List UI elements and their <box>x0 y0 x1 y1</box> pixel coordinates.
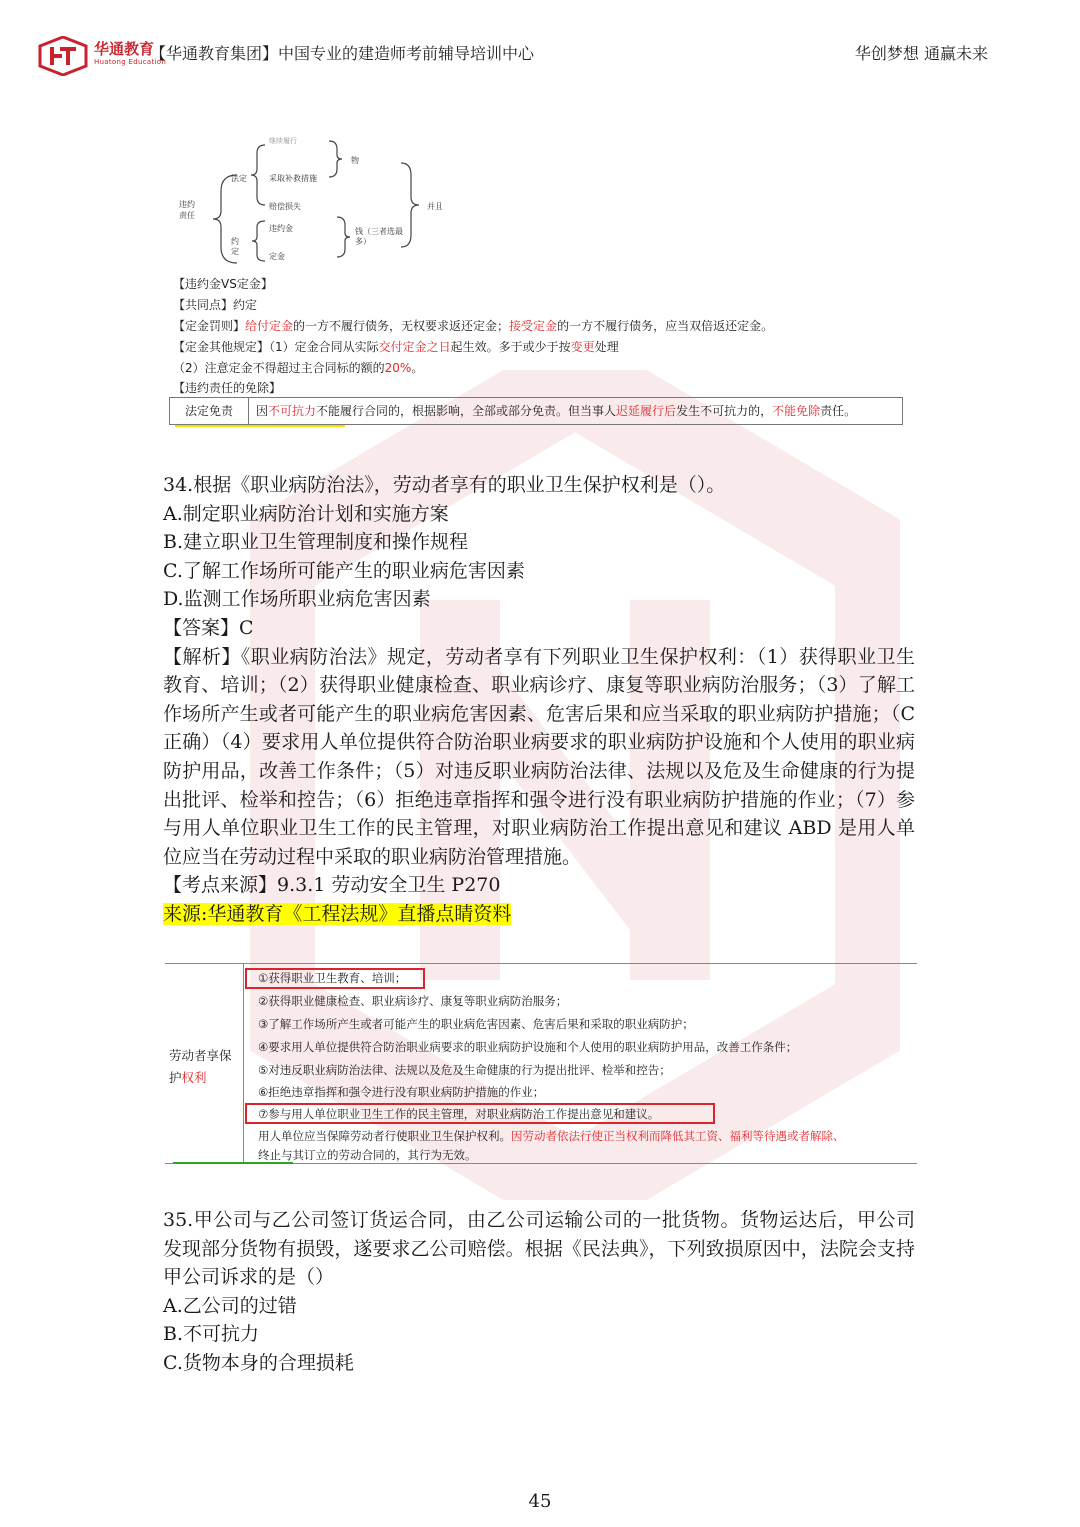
diagram-root: 违约责任 <box>179 200 195 220</box>
liability-diagram <box>165 133 905 265</box>
option-b: B.建立职业卫生管理制度和操作规程 <box>163 531 469 554</box>
diagram-qian: 钱（三者选最多） <box>355 227 403 246</box>
page-number: 45 <box>528 1491 552 1512</box>
huatong-logo-icon <box>36 36 90 76</box>
question-35 <box>163 1206 915 1378</box>
right-item: ⑦参与用人单位职业卫生工作的民主管理，对职业病防治工作提出意见和建议。 <box>258 1107 660 1121</box>
employer-duty-cont: 终止与其订立的劳动合同的，其行为无效。 <box>258 1148 477 1162</box>
question-34 <box>163 471 915 929</box>
right-item: ②获得职业健康检查、职业病诊疗、康复等职业病防治服务； <box>258 994 568 1008</box>
diagram-item: 定金 <box>269 252 285 261</box>
highlight-box <box>245 1103 715 1124</box>
exemption-table-label: 法定免责 <box>170 398 249 424</box>
deposit-limit-note: （2）注意定金不得超过主合同标的额的20%。 <box>173 361 424 375</box>
diagram-item: 违约金 <box>269 224 293 233</box>
contract-liability-screenshot <box>165 133 905 433</box>
header-slogan: 华创梦想 通赢未来 <box>854 44 988 63</box>
diagram-item: 采取补救措施 <box>269 174 317 183</box>
worker-rights-screenshot <box>165 963 917 1166</box>
yellow-underline <box>175 425 345 427</box>
rights-label: 劳动者享保护权利 <box>169 1048 232 1085</box>
diagram-item: 赔偿损失 <box>269 202 301 211</box>
right-item: ⑥拒绝违章指挥和强令进行没有职业病防护措施的作业； <box>258 1085 545 1099</box>
right-item: ③了解工作场所产生或者可能产生的职业病危害因素、危害后果和采取的职业病防护； <box>258 1017 694 1031</box>
deposit-penalty-rule: 【定金罚则】给付定金的一方不履行债务，无权要求返还定金；接受定金的一方不履行债务，应当双倍返还定金。 <box>173 319 774 333</box>
question-stem: 35.甲公司与乙公司签订货运合同，由乙公司运输公司的一批货物。货物运达后，甲公司发现部分货物有损毁，遂要求乙公司赔偿。根据《民法典》，下列致损原因中，法院会支持甲公司诉求的是（） <box>163 1209 915 1289</box>
diagram-bingqie: 并且 <box>427 202 443 211</box>
right-item: ①获得职业卫生教育、培训； <box>258 971 407 985</box>
diagram-faded-item: 继续履行 <box>269 137 297 145</box>
brand-name-en: Huatong Education <box>94 58 167 66</box>
source-reference: 【考点来源】9.3.1 劳动安全卫生 P270 <box>163 874 501 897</box>
option-b: B.不可抗力 <box>163 1323 260 1346</box>
diagram-wu: 物 <box>351 156 359 165</box>
green-underline <box>173 1162 293 1164</box>
employer-duty: 用人单位应当保障劳动者行使职业卫生保护权利。因劳动者依法行使正当权利而降低其工资、福利等待遇或者解除、 <box>258 1129 845 1143</box>
deposit-other-rule: 【定金其他规定】（1）定金合同从实际交付定金之日起生效。多于或少于按变更处理 <box>173 340 619 354</box>
common-point: 【共同点】约定 <box>173 298 258 312</box>
right-item: ⑤对违反职业病防治法律、法规以及危及生命健康的行为提出批评、检举和控告； <box>258 1063 671 1077</box>
option-a: A.乙公司的过错 <box>163 1294 297 1317</box>
exemption-table-content: 因不可抗力不能履行合同的，根据影响，全部或部分免责。但当事人迟延履行后发生不可抗力的，不能免除责任。 <box>256 404 857 418</box>
question-stem: 34.根据《职业病防治法》，劳动者享有的职业卫生保护权利是（）。 <box>163 474 726 496</box>
option-a: A.制定职业病防治计划和实施方案 <box>163 502 449 525</box>
header-title: 【华通教育集团】中国专业的建造师考前辅导培训中心 <box>150 44 535 63</box>
highlight-box <box>245 968 425 989</box>
origin-note: 来源:华通教育《工程法规》直播点睛资料 <box>163 902 512 925</box>
option-c: C.货物本身的合理损耗 <box>163 1351 354 1374</box>
answer: 【答案】C <box>163 616 254 639</box>
penalty-vs-deposit-title: 【违约金VS定金】 <box>173 277 273 291</box>
diagram-statutory: 法定 <box>231 174 247 183</box>
exemption-table <box>169 397 903 425</box>
brand-name: 华通教育 <box>94 40 155 58</box>
exemption-title: 【违约责任的免除】 <box>173 381 282 395</box>
option-c: C.了解工作场所可能产生的职业病危害因素 <box>163 559 525 582</box>
right-item: ④要求用人单位提供符合防治职业病要求的职业病防护设施和个人使用的职业病防护用品，改善工作条件； <box>258 1040 798 1054</box>
diagram-agreed: 约定 <box>231 237 239 256</box>
analysis: 【解析】《职业病防治法》规定，劳动者享有下列职业卫生保护权利：（1）获得职业卫生教育、培训；（2）获得职业健康检查、职业病诊疗、康复等职业病防治服务；（3）了解工作场所产生或者可能产生的职业病危害因素、危害后果和应当采取的职业病防护措施；（C 正确）（4）要求用人单位提供符合防治职业病要求的职业病防护设施和个人使用的职业病防护用品，改善工作条件；（5）对违反职业病防治法律、法规以及危及生命健康的行为提出批评、检举和控告；（6）拒绝违章指挥和强令进行没有职业病防护措施的作业；（7）参与用人单位职业卫生工作的民主管理，对职业病防治工作提出意见和建议 ABD 是用人单位应当在劳动过程中采取的职业病防治管理措施。 <box>163 645 915 868</box>
option-d: D.监测工作场所职业病危害因素 <box>163 588 431 611</box>
